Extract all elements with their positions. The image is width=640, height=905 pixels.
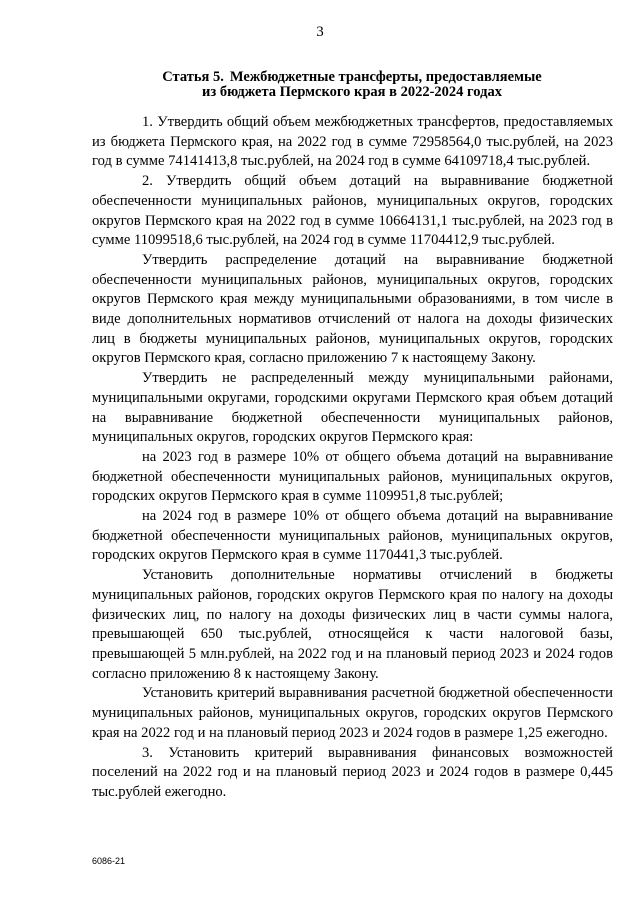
article-heading-line-1 xyxy=(92,70,612,85)
paragraph-additional-standards: Установить дополнительные нормативы отчислений в бюджеты муниципальных районов, городских округов Пермского края по налогу на доходы физических лиц, по налогу на доходы физических лиц в части суммы налога, превышающей 650 тыс.рублей, относящейся к части налоговой базы, превышающей 5 млн.рублей, на 2022 год и на плановый период 2023 и 2024 годов согласно приложению 8 к настоящему Закону. xyxy=(92,567,613,682)
article-heading xyxy=(92,70,612,100)
paragraph-undistributed-2023: на 2023 год в размере 10% от общего объема дотаций на выравнивание бюджетной обеспеченности муниципальных районов, муниципальных округов, городских округов Пермского края в сумме 1109951,8 тыс.рублей; xyxy=(92,448,613,505)
paragraph-grants-distribution: Утвердить распределение дотаций на выравнивание бюджетной обеспеченности муниципальных районов, муниципальных округов, городских округов Пермского края между муниципальными образованиями, в том числе в виде дополнительных нормативов отчислений от налога на доходы физических лиц в бюджеты муниципальных районов, муниципальных округов, городских округов Пермского края, согласно приложению 7 к настоящему Закону. xyxy=(92,251,613,367)
article-label: Статья 5. xyxy=(162,69,224,85)
article-title-line-1: Межбюджетные трансферты, предоставляемые xyxy=(229,69,542,85)
paragraph-settlements-criterion: 3. Установить критерий выравнивания финансовых возможностей поселений на 2022 год и на плановый период 2023 и 2024 годов в размере 0,445 тыс.рублей ежегодно. xyxy=(92,744,613,800)
paragraph-equalization-criterion: Установить критерий выравнивания расчетной бюджетной обеспеченности муниципальных районов, муниципальных округов, городских округов Пермского края на 2022 год и на плановый период 2023 и 2024 годов в размере 1,25 ежегодно. xyxy=(92,685,613,741)
page-number: 3 xyxy=(316,24,324,40)
paragraph-transfers-total: 1. Утвердить общий объем межбюджетных трансфертов, предоставляемых из бюджета Пермского края, на 2022 год в сумме 72958564,0 тыс.рублей, на 2023 год в сумме 74141413,8 тыс.рублей, на 2024 год в сумме 64109718,4 тыс.рублей. xyxy=(92,114,613,170)
document-code: 6086-21 xyxy=(92,856,126,866)
paragraph-equalization-grants: 2. Утвердить общий объем дотаций на выравнивание бюджетной обеспеченности муниципальных районов, муниципальных округов, городских округов Пермского края на 2022 год в сумме 10664131,1 тыс.рублей, на 2023 год в сумме 11099518,6 тыс.рублей, на 2024 год в сумме 11704412,9 тыс.рублей. xyxy=(92,173,613,249)
article-body xyxy=(92,113,613,803)
paragraph-undistributed-grants: Утвердить не распределенный между муниципальными районами, муниципальными округами, городскими округами Пермского края объем дотаций на выравнивание бюджетной обеспеченности муниципальных районов, муниципальных округов, городских округов Пермского края: xyxy=(92,370,613,446)
paragraph-undistributed-2024: на 2024 год в размере 10% от общего объема дотаций на выравнивание бюджетной обеспеченности муниципальных районов, муниципальных округов, городских округов Пермского края в сумме 1170441,3 тыс.рублей. xyxy=(92,508,613,564)
article-title-line-2: из бюджета Пермского края в 2022-2024 годах xyxy=(202,84,502,100)
